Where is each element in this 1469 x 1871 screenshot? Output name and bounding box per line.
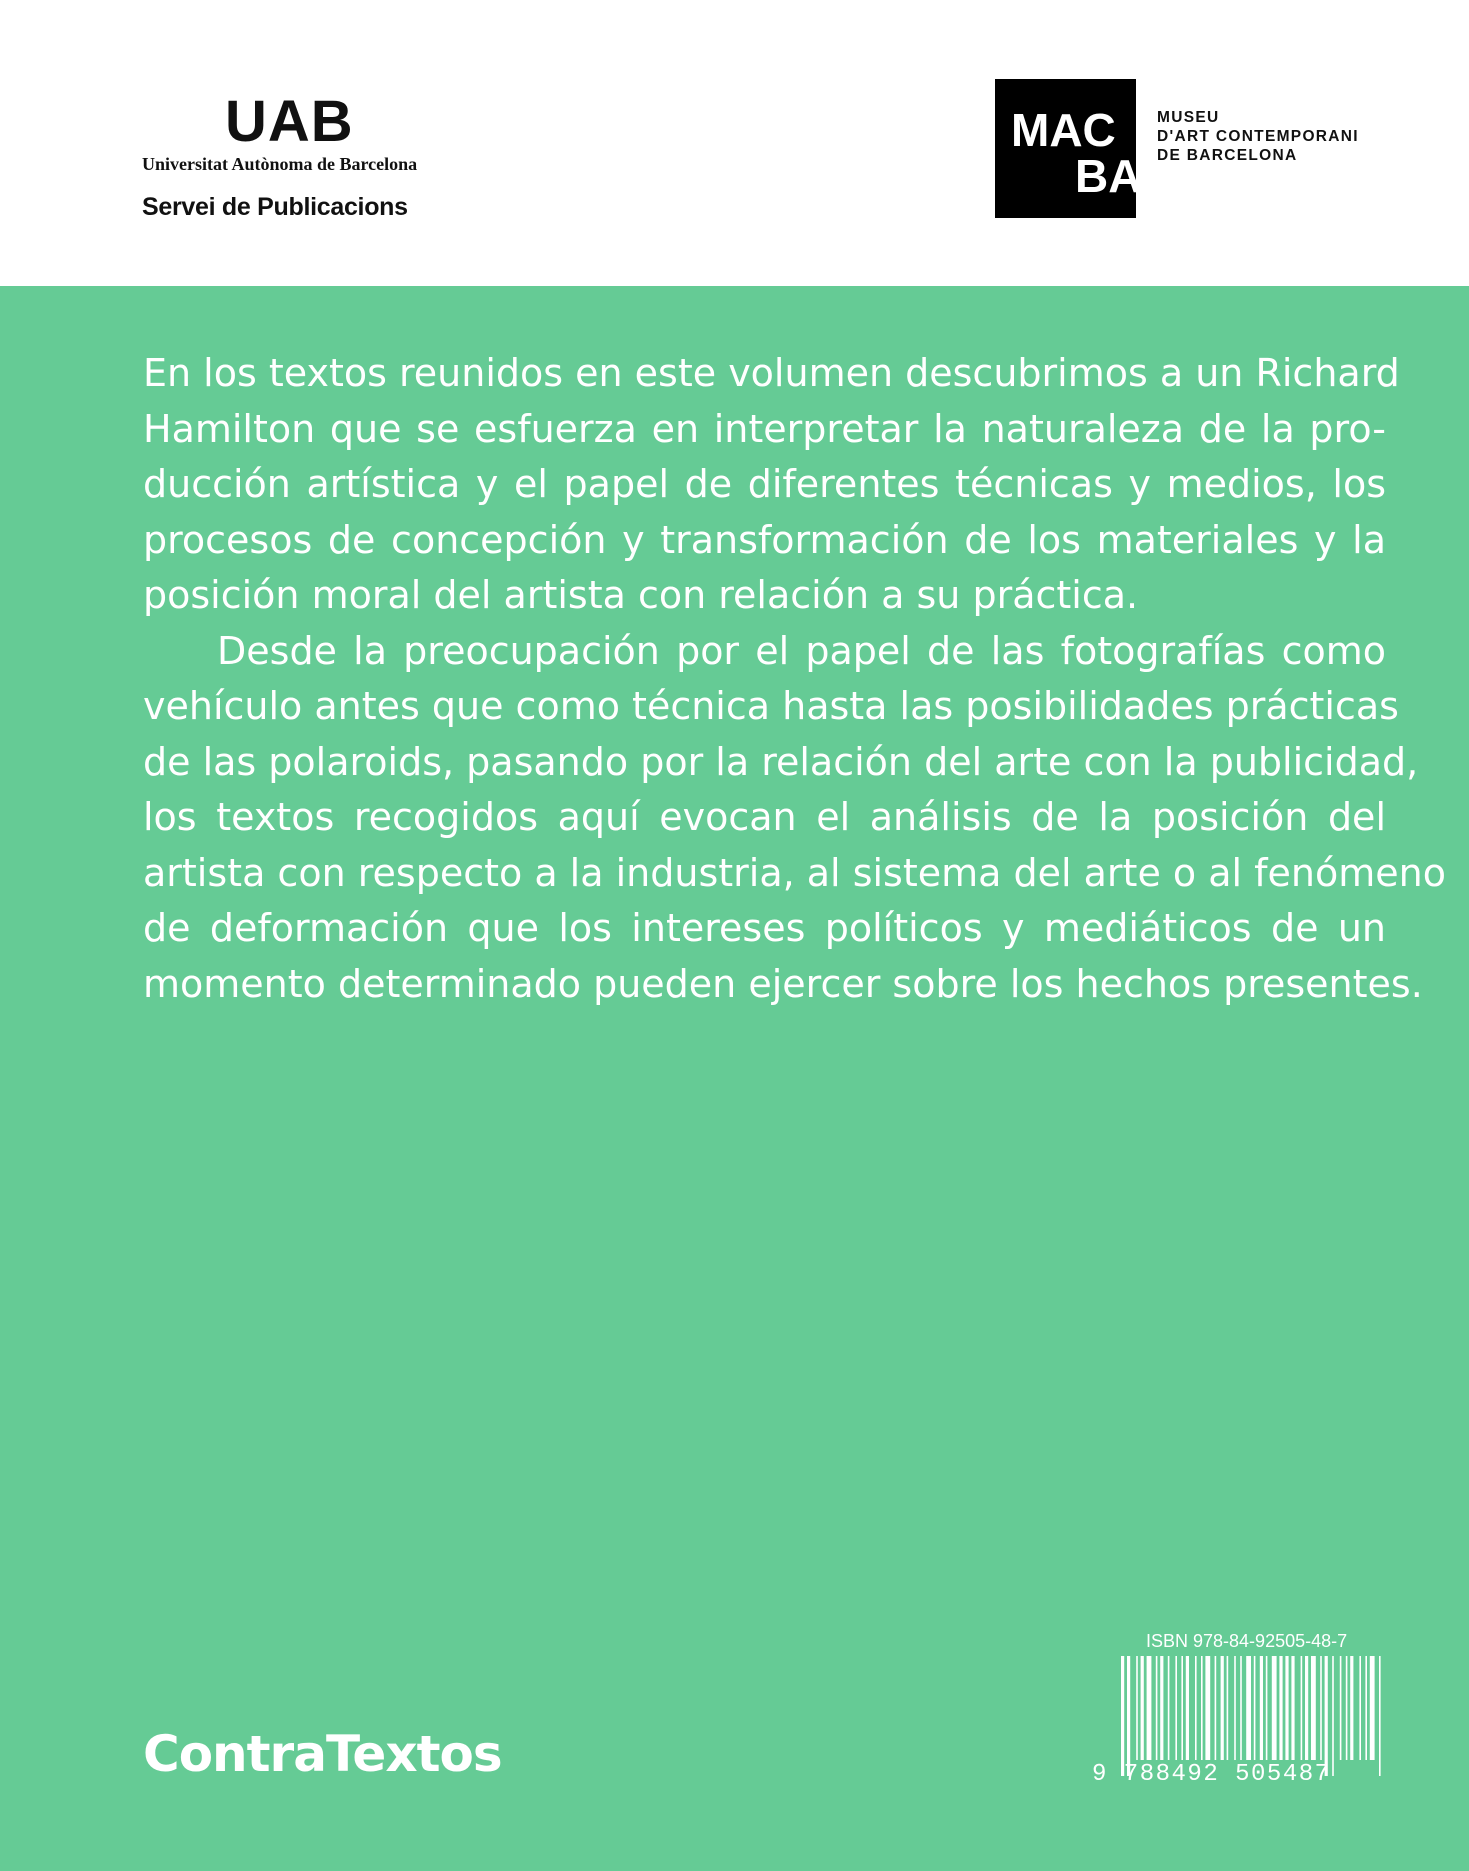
barcode-bar <box>1332 1656 1334 1776</box>
barcode-bar <box>1246 1656 1251 1760</box>
barcode <box>1117 1656 1387 1776</box>
barcode-bar <box>1291 1656 1294 1760</box>
barcode-bar <box>1156 1656 1158 1760</box>
blurb <box>143 346 1446 1012</box>
blurb-line: En los textos reunidos en este volumen descubrimos a un Richard <box>143 351 1400 395</box>
barcode-bar <box>1141 1656 1144 1760</box>
barcode-bar <box>1260 1656 1263 1760</box>
barcode-bar <box>1379 1656 1381 1776</box>
series-title: ContraTextos <box>143 1725 502 1783</box>
barcode-bar <box>1365 1656 1367 1760</box>
barcode-bar <box>1370 1656 1375 1760</box>
blurb-line: de deformación que los intereses políticos y mediáticos de un <box>143 906 1386 950</box>
barcode-bar <box>1168 1656 1170 1760</box>
barcode-bar <box>1215 1656 1217 1760</box>
barcode-bar <box>1227 1656 1229 1760</box>
barcode-bar <box>1285 1656 1288 1760</box>
macba-logo-line2: BA <box>1075 150 1142 202</box>
barcode-bar <box>1240 1656 1242 1760</box>
macba-name-line: MUSEU <box>1157 109 1220 126</box>
barcode-bar <box>1325 1656 1328 1776</box>
barcode-bar <box>1272 1656 1277 1760</box>
barcode-bar <box>1175 1656 1177 1760</box>
macba-logo <box>995 79 1142 218</box>
blurb-line: Hamilton que se esfuerza en interpretar la naturaleza de la pro- <box>143 406 1386 451</box>
barcode-digits: 9 788492 505487 <box>1092 1761 1331 1788</box>
isbn-label: ISBN 978-84-92505-48-7 <box>1146 1631 1348 1651</box>
barcode-bar <box>1195 1656 1197 1760</box>
barcode-bar <box>1305 1656 1308 1760</box>
macba-logo-line1: MAC <box>1011 104 1116 156</box>
blurb-line: de las polaroids, pasando por la relación del arte con la publicidad, <box>143 739 1419 784</box>
barcode-bar <box>1147 1656 1152 1760</box>
barcode-bar <box>1221 1656 1224 1760</box>
blurb-line: Desde la preocupación por el papel de las fotografías como <box>217 628 1386 673</box>
header <box>0 0 1469 286</box>
barcode-bar <box>1201 1656 1203 1760</box>
blurb-line: ducción artística y el papel de diferentes técnicas y medios, los <box>143 462 1386 506</box>
barcode-bar <box>1359 1656 1361 1760</box>
uab-logo: UAB <box>225 89 354 154</box>
blurb-line: artista con respecto a la industria, al sistema del arte o al fenómeno <box>143 850 1446 895</box>
macba-name <box>1157 108 1387 165</box>
barcode-bar <box>1311 1656 1316 1760</box>
blurb-line: procesos de concepción y transformación de los materiales y la <box>143 517 1386 562</box>
barcode-bar <box>1186 1656 1189 1760</box>
barcode-bar <box>1320 1656 1322 1760</box>
barcode-bar <box>1205 1656 1210 1760</box>
blurb-line: vehículo antes que como técnica hasta las posibilidades prácticas <box>143 684 1399 728</box>
macba-name-line: DE BARCELONA <box>1157 147 1298 164</box>
barcode-bar <box>1301 1656 1303 1760</box>
barcode-bar <box>1279 1656 1282 1760</box>
barcode-bar <box>1136 1656 1138 1760</box>
barcode-bar <box>1160 1656 1163 1760</box>
barcode-bar <box>1234 1656 1236 1760</box>
barcode-bar <box>1266 1656 1268 1760</box>
barcode-bar <box>1181 1656 1183 1760</box>
barcode-bar <box>1346 1656 1348 1760</box>
uab-name: Universitat Autònoma de Barcelona <box>142 154 418 174</box>
blurb-line: momento determinado pueden ejercer sobre los hechos presentes. <box>143 961 1423 1006</box>
barcode-bar <box>1254 1656 1256 1760</box>
barcode-bar <box>1340 1656 1342 1760</box>
blurb-line: los textos recogidos aquí evocan el análisis de la posición del <box>143 795 1386 839</box>
macba-name-line: D'ART CONTEMPORANI <box>1157 128 1359 145</box>
blurb-line: posición moral del artista con relación a su práctica. <box>143 573 1139 617</box>
barcode-bar <box>1350 1656 1353 1760</box>
barcode-bar <box>1121 1656 1124 1776</box>
uab-subtitle: Servei de Publicacions <box>142 193 408 221</box>
barcode-bar <box>1127 1656 1130 1776</box>
